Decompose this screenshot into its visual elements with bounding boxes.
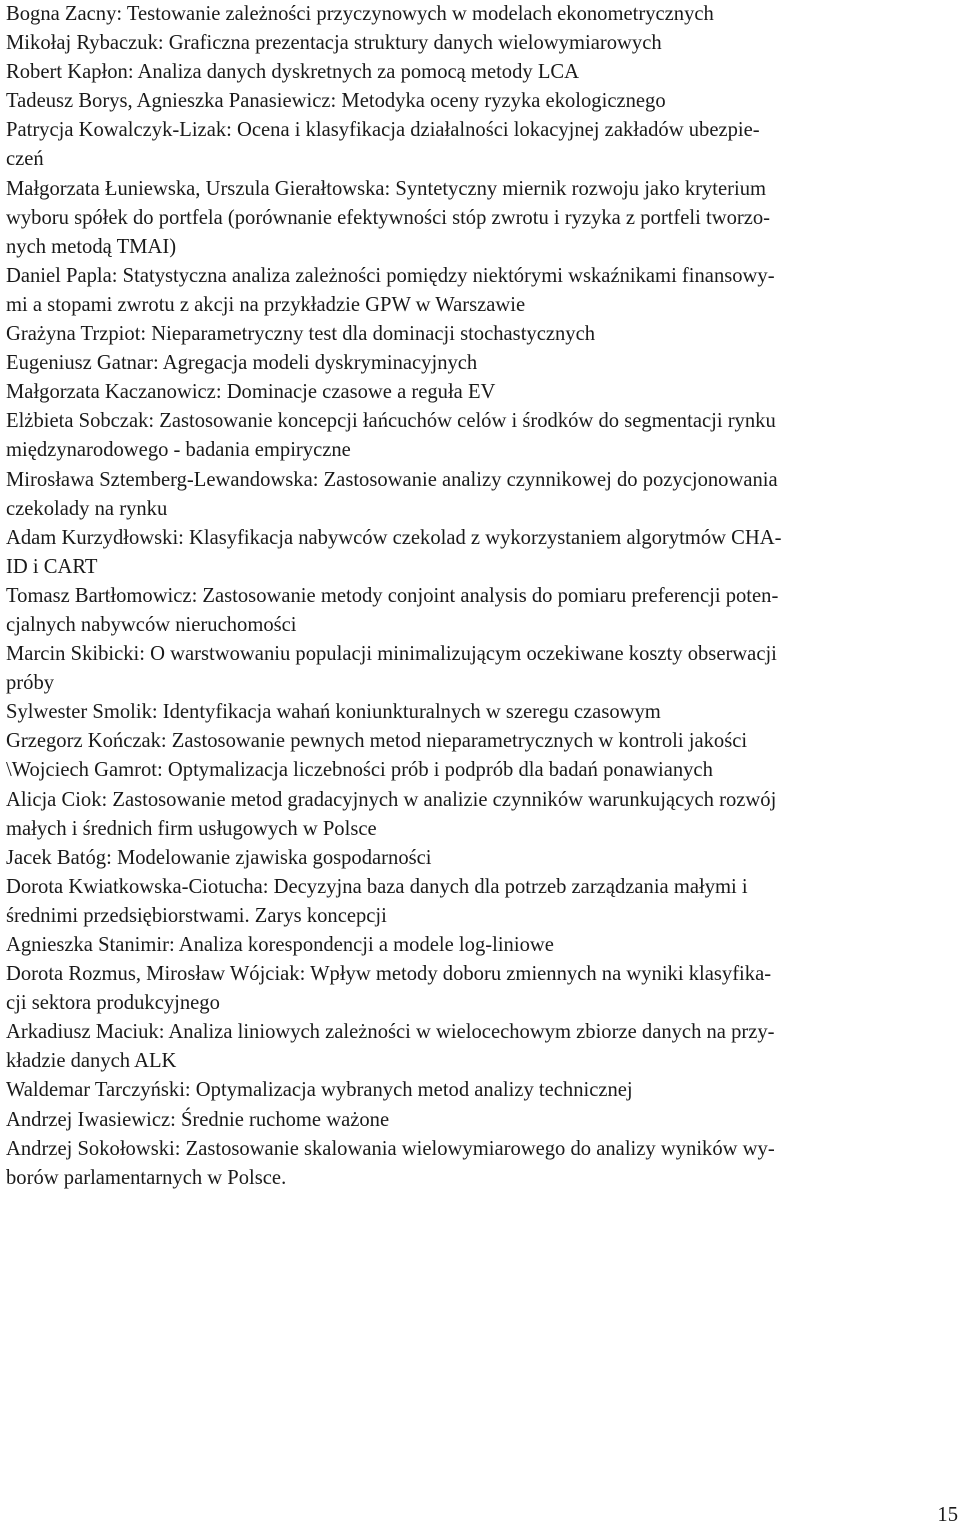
toc-entry-line: Sylwester Smolik: Identyfikacja wahań koniunkturalnych w szeregu czasowym <box>6 701 661 724</box>
toc-entry-line: Grzegorz Kończak: Zastosowanie pewnych metod nieparametrycznych w kontroli jakości <box>6 730 748 753</box>
toc-entry <box>6 466 952 524</box>
toc-entry-continuation: czeń <box>6 148 44 171</box>
toc-entry <box>6 960 952 1018</box>
toc-entry-line: \Wojciech Gamrot: Optymalizacja liczebności prób i podprób dla badań ponawianych <box>6 759 713 782</box>
toc-entry <box>6 116 952 174</box>
toc-entry <box>6 1135 952 1193</box>
toc-entry-line: Marcin Skibicki: O warstwowaniu populacji minimalizującym oczekiwane koszty obserwacji <box>6 643 777 666</box>
toc-entry-continuation: wyboru spółek do portfela (porównanie efektywności stóp zwrotu i ryzyka z portfeli tworzo- <box>6 206 771 229</box>
toc-entry <box>6 0 952 29</box>
toc-entry <box>6 378 952 407</box>
toc-entry-continuation: nych metodą TMAI) <box>6 235 177 258</box>
toc-entry-line: Dorota Rozmus, Mirosław Wójciak: Wpływ metody doboru zmiennych na wyniki klasyfika- <box>6 963 772 986</box>
toc-entry-line: Grażyna Trzpiot: Nieparametryczny test dla dominacji stochastycznych <box>6 323 596 346</box>
toc-entry-line: Adam Kurzydłowski: Klasyfikacja nabywców czekolad z wykorzystaniem algorytmów CHA- <box>6 526 782 549</box>
toc-entry-line: Alicja Ciok: Zastosowanie metod gradacyjnych w analizie czynników warunkujących rozwój <box>6 788 777 811</box>
toc-entry-line: Waldemar Tarczyński: Optymalizacja wybranych metod analizy technicznej <box>6 1079 633 1102</box>
toc-entry-continuation: mi a stopami zwrotu z akcji na przykładzie GPW w Warszawie <box>6 293 526 316</box>
toc-entry <box>6 524 952 582</box>
toc-entry <box>6 931 952 960</box>
toc-entry <box>6 262 952 320</box>
toc-entry-line: Patrycja Kowalczyk-Lizak: Ocena i klasyfikacja działalności lokacyjnej zakładów ubezpie- <box>6 119 760 142</box>
toc-entry <box>6 640 952 698</box>
toc-entry-continuation: kładzie danych ALK <box>6 1050 177 1073</box>
toc-entry-continuation: międzynarodowego - badania empiryczne <box>6 439 351 462</box>
toc-entry <box>6 786 952 844</box>
toc-entry-line: Tadeusz Borys, Agnieszka Panasiewicz: Metodyka oceny ryzyka ekologicznego <box>6 90 666 113</box>
toc-entry-line: Mikołaj Rybaczuk: Graficzna prezentacja struktury danych wielowymiarowych <box>6 32 662 55</box>
toc-entry-line: Elżbieta Sobczak: Zastosowanie koncepcji łańcuchów celów i środków do segmentacji rynku <box>6 410 776 433</box>
table-of-contents-list <box>6 0 952 1193</box>
page-number: 15 <box>937 1504 958 1526</box>
toc-entry-continuation: średnimi przedsiębiorstwami. Zarys koncepcji <box>6 904 387 927</box>
toc-entry <box>6 1018 952 1076</box>
toc-entry <box>6 58 952 87</box>
toc-entry-continuation: próby <box>6 672 55 695</box>
toc-entry-continuation: małych i średnich firm usługowych w Polsce <box>6 817 377 840</box>
toc-entry-line: Małgorzata Kaczanowicz: Dominacje czasowe a reguła EV <box>6 381 496 404</box>
toc-entry <box>6 756 952 785</box>
toc-entry-continuation: cji sektora produkcyjnego <box>6 992 220 1015</box>
toc-entry <box>6 698 952 727</box>
toc-entry-line: Tomasz Bartłomowicz: Zastosowanie metody conjoint analysis do pomiaru preferencji poten- <box>6 584 779 607</box>
toc-entry <box>6 1076 952 1105</box>
toc-entry <box>6 873 952 931</box>
toc-entry <box>6 87 952 116</box>
toc-entry-line: Mirosława Sztemberg-Lewandowska: Zastosowanie analizy czynnikowej do pozycjonowania <box>6 468 778 491</box>
toc-entry <box>6 582 952 640</box>
toc-entry <box>6 320 952 349</box>
toc-entry-line: Arkadiusz Maciuk: Analiza liniowych zależności w wielocechowym zbiorze danych na przy- <box>6 1021 775 1044</box>
toc-entry-line: Jacek Batóg: Modelowanie zjawiska gospodarności <box>6 846 432 869</box>
toc-entry-line: Robert Kapłon: Analiza danych dyskretnych za pomocą metody LCA <box>6 61 580 84</box>
toc-entry-line: Małgorzata Łuniewska, Urszula Gierałtowska: Syntetyczny miernik rozwoju jako kryterium <box>6 177 767 200</box>
toc-entry-line: Andrzej Sokołowski: Zastosowanie skalowania wielowymiarowego do analizy wyników wy- <box>6 1137 775 1160</box>
toc-entry-continuation: ID i CART <box>6 555 98 578</box>
toc-entry <box>6 175 952 262</box>
toc-entry-line: Andrzej Iwasiewicz: Średnie ruchome ważone <box>6 1108 390 1131</box>
toc-entry-continuation: czekolady na rynku <box>6 497 168 520</box>
toc-entry <box>6 727 952 756</box>
toc-entry-continuation: cjalnych nabywców nieruchomości <box>6 613 297 636</box>
toc-entry-continuation: borów parlamentarnych w Polsce. <box>6 1166 287 1189</box>
toc-entry <box>6 844 952 873</box>
toc-entry-line: Eugeniusz Gatnar: Agregacja modeli dyskryminacyjnych <box>6 352 478 375</box>
toc-entry <box>6 349 952 378</box>
toc-entry-line: Daniel Papla: Statystyczna analiza zależności pomiędzy niektórymi wskaźnikami finansowy- <box>6 264 775 287</box>
toc-entry <box>6 407 952 465</box>
toc-entry-line: Dorota Kwiatkowska-Ciotucha: Decyzyjna baza danych dla potrzeb zarządzania małymi i <box>6 875 748 898</box>
toc-entry <box>6 29 952 58</box>
toc-entry-line: Agnieszka Stanimir: Analiza korespondencji a modele log-liniowe <box>6 934 554 956</box>
toc-entry <box>6 1106 952 1135</box>
toc-entry-line: Bogna Zacny: Testowanie zależności przyczynowych w modelach ekonometrycznych <box>6 3 714 25</box>
